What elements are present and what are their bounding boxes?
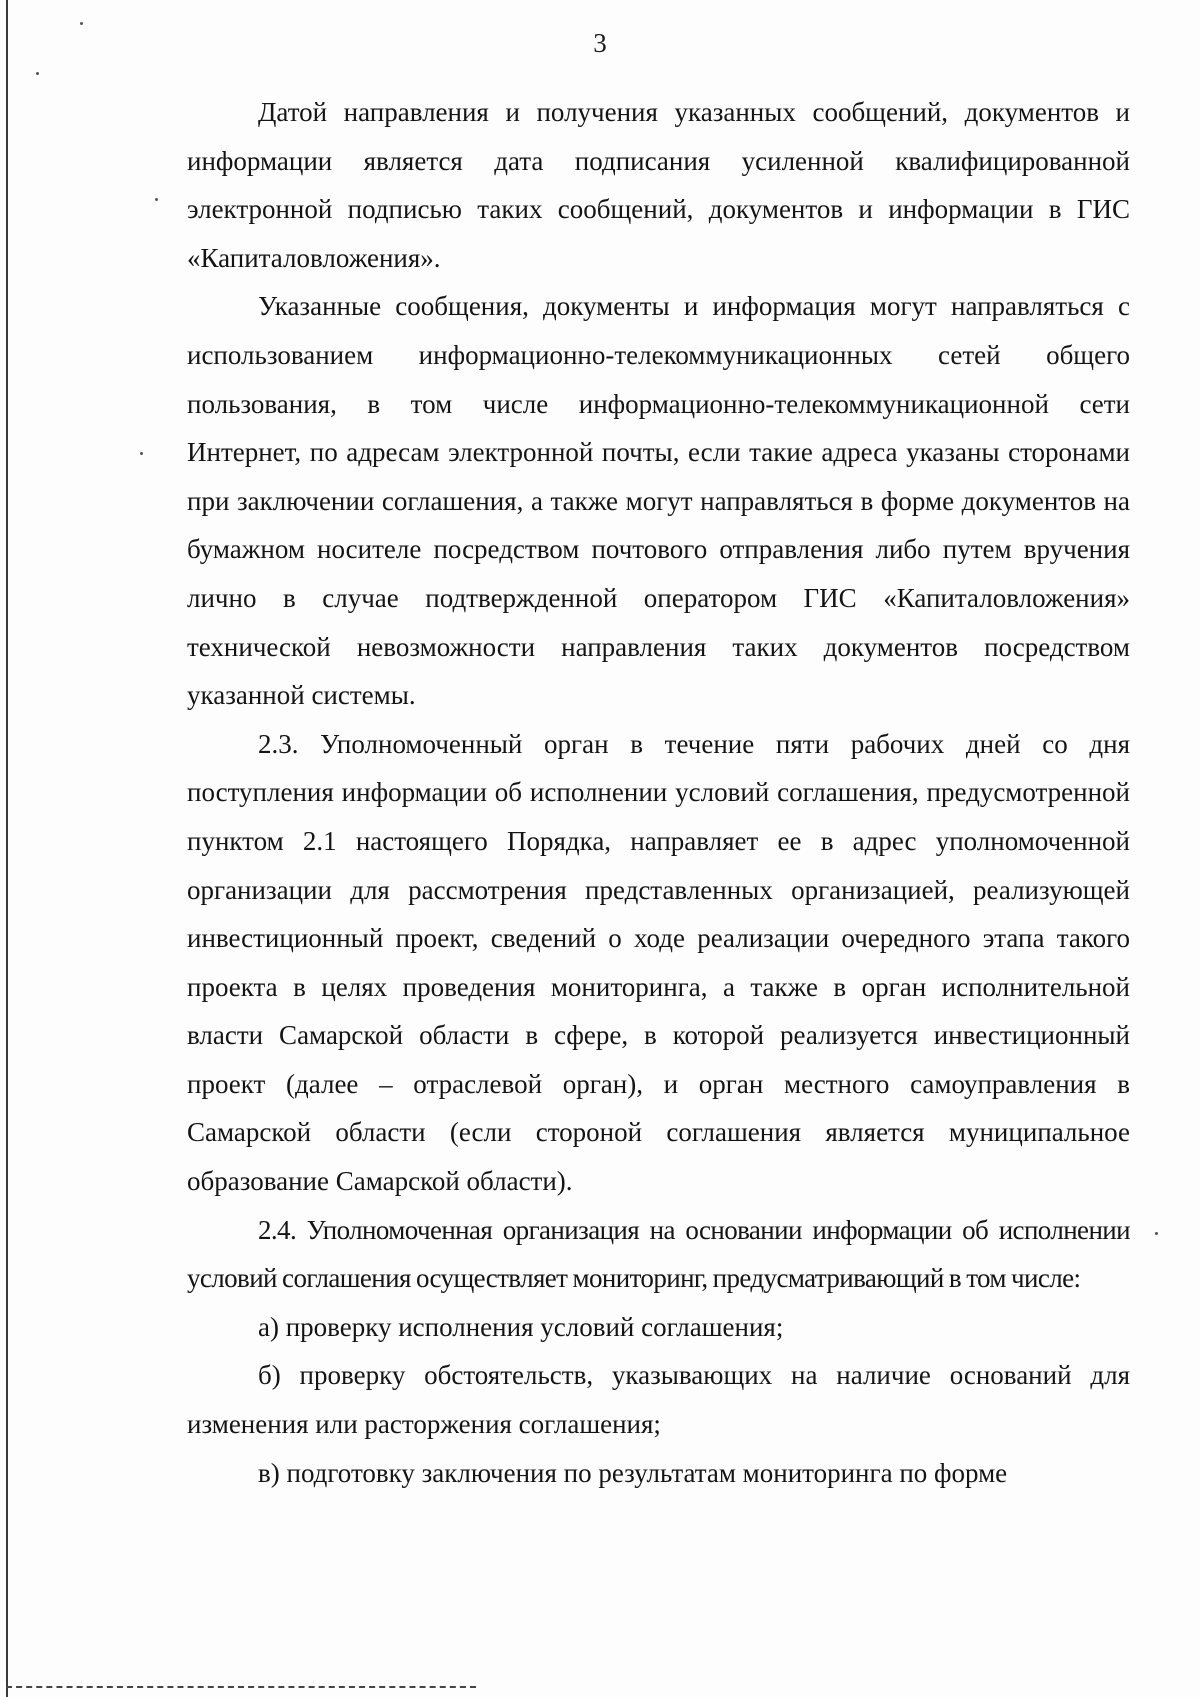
list-item-a: а) проверку исполнения условий соглашения; [258, 1311, 784, 1342]
scan-speck [1155, 1232, 1158, 1235]
scan-speck [140, 452, 143, 455]
paragraph-2-3: 2.3. Уполномоченный орган в течение пяти рабочих дней со дня поступления информации об исполнении условий соглашения, предусмотренной пунктом 2.1 настоящего Порядка, направляет ее в адрес уполномоченной организации для рассмотрения представленных организацией, реализующей инвестиционный проект, сведений о ходе реализации очередного этапа такого проекта в целях проведения мониторинга, а также в орган исполнительной власти Самарской области в сфере, в которой реализуется инвестиционный проект (далее – отраслевой орган), и орган местного самоуправления в Самарской области (если стороной соглашения является муниципальное образование Самарской области). [187, 728, 1130, 1197]
scan-bottom-edge [6, 1686, 476, 1688]
paragraph-sending-channels: Указанные сообщения, документы и информация могут направляться с использованием информационно-телекоммуникационных сетей общего пользования, в том числе информационно-телекоммуникационной сети Интернет, по адресам электронной почты, если такие адреса указаны сторонами при заключении соглашения, а также могут направляться в форме документов на бумажном носителе посредством почтового отправления либо путем вручения лично в случае подтвержденной оператором ГИС «Капиталовложения» технической невозможности направления таких документов посредством указанной системы. [187, 291, 1130, 711]
scan-speck [155, 198, 158, 201]
paragraph-date-of-sending: Датой направления и получения указанных сообщений, документов и информации является дата подписания усиленной квалифицированной электронной подписью таких сообщений, документов и информации в ГИС «Капиталовложения». [187, 97, 1130, 273]
scan-left-edge [6, 0, 8, 1697]
page-number: 3 [593, 28, 607, 58]
list-item-v: в) подготовку заключения по результатам мониторинга по форме [258, 1457, 1008, 1488]
list-item-b: б) проверку обстоятельств, указывающих на наличие оснований для изменения или расторжения соглашения; [187, 1360, 1130, 1440]
document-body [187, 88, 1130, 1497]
scan-speck [36, 72, 39, 75]
paragraph-2-4: 2.4. Уполномоченная организация на основании информации об исполнении условий соглашения осуществляет мониторинг, предусматривающий в том числе: [187, 1214, 1130, 1294]
scan-speck [80, 22, 83, 25]
